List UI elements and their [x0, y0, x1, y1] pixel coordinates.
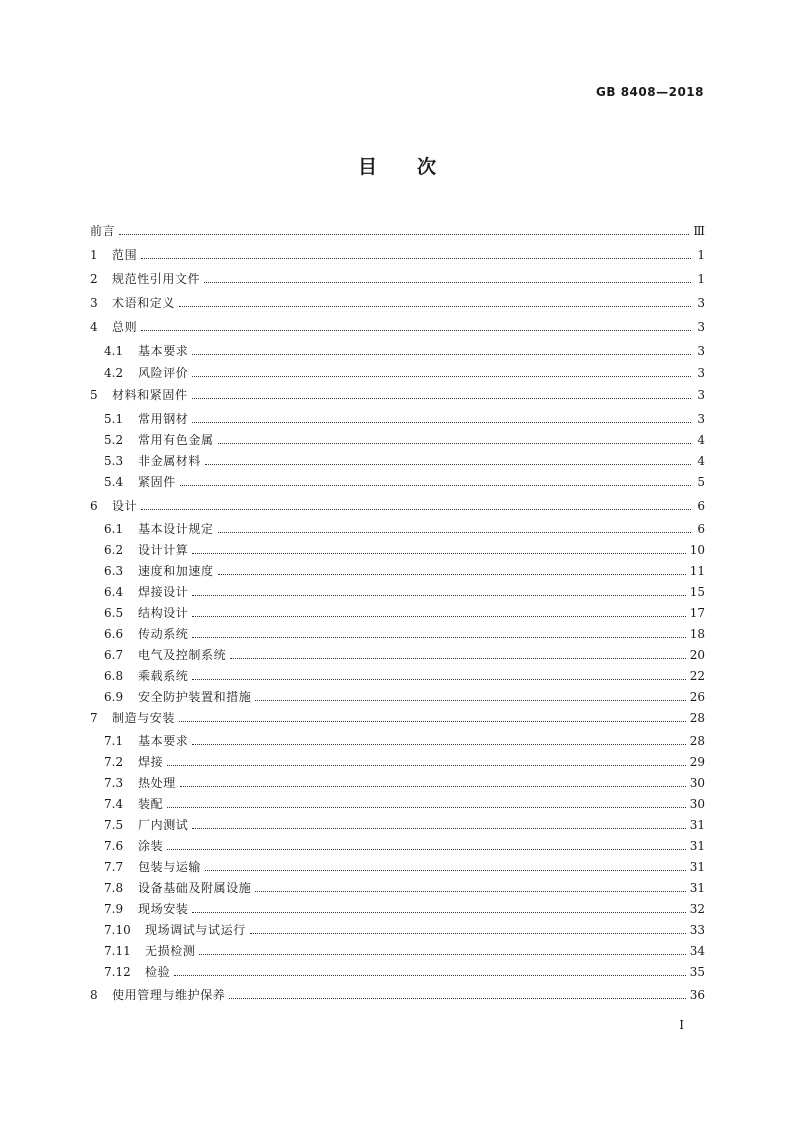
toc-entry-number: 5.1 [104, 412, 124, 426]
toc-entry[interactable] [90, 474, 705, 490]
toc-leader-dots [192, 422, 691, 423]
toc-entry[interactable] [90, 838, 705, 854]
toc-entry-title: 基本设计规定 [138, 522, 214, 536]
toc-entry-page: 26 [689, 690, 705, 704]
toc-leader-dots [167, 807, 686, 808]
toc-entry-page: 1 [697, 248, 705, 262]
toc-entry-page: 18 [689, 627, 705, 641]
toc-entry-number: 6.2 [104, 543, 124, 557]
toc-entry-number: 6.6 [104, 627, 124, 641]
toc-entry[interactable] [90, 387, 705, 403]
toc-entry-number: 1 [90, 248, 98, 262]
toc-entry-number: 6 [90, 499, 98, 513]
toc-entry-title: 基本要求 [138, 734, 189, 748]
toc-leader-dots [255, 700, 685, 701]
toc-entry-page: Ⅲ [693, 224, 705, 238]
toc-entry-title: 厂内测试 [138, 818, 189, 832]
toc-entry-number: 5 [90, 388, 98, 402]
toc-leader-dots [218, 532, 691, 533]
toc-leader-dots [180, 485, 691, 486]
toc-leader-dots [205, 464, 691, 465]
toc-entry[interactable] [90, 521, 705, 537]
toc-entry-page: 31 [689, 839, 705, 853]
toc-entry-page: 17 [689, 606, 705, 620]
toc-entry[interactable] [90, 880, 705, 896]
toc-entry-page: 15 [689, 585, 705, 599]
toc-entry-number: 6.8 [104, 669, 124, 683]
toc-entry-title: 焊接设计 [138, 585, 189, 599]
toc-entry-page: 4 [697, 433, 705, 447]
toc-entry-page: 6 [697, 499, 705, 513]
toc-entry[interactable] [90, 859, 705, 875]
toc-entry-page: 5 [697, 475, 705, 489]
toc-entry[interactable] [90, 453, 705, 469]
toc-entry-title: 无损检测 [145, 944, 196, 958]
toc-entry-number: 6.3 [104, 564, 124, 578]
toc-entry-title: 涂装 [138, 839, 164, 853]
toc-entry-number: 7.8 [104, 881, 124, 895]
toc-entry-page: 31 [689, 860, 705, 874]
toc-entry-number: 4 [90, 320, 98, 334]
page-title: 目次 [357, 156, 476, 178]
toc-entry-title: 电气及控制系统 [138, 648, 227, 662]
toc-entry[interactable] [90, 901, 705, 917]
toc-entry[interactable] [90, 584, 705, 600]
toc-entry[interactable] [90, 754, 705, 770]
toc-entry-title: 范围 [112, 248, 138, 262]
toc-leader-dots [192, 595, 685, 596]
toc-entry[interactable] [90, 796, 705, 812]
toc-entry-page: 30 [689, 776, 705, 790]
toc-entry-number: 8 [90, 988, 98, 1002]
toc-entry-title: 紧固件 [138, 475, 176, 489]
toc-entry[interactable] [90, 605, 705, 621]
toc-leader-dots [179, 721, 686, 722]
toc-entry-number: 3 [90, 296, 98, 310]
toc-entry-page: 33 [689, 923, 705, 937]
toc-entry-page: 28 [689, 734, 705, 748]
toc-entry-title: 设计计算 [138, 543, 189, 557]
toc-leader-dots [192, 679, 685, 680]
toc-entry[interactable] [90, 964, 705, 980]
toc-entry-title: 乘载系统 [138, 669, 189, 683]
toc-entry-page: 32 [689, 902, 705, 916]
page-number: I [679, 1018, 684, 1032]
toc-leader-dots [180, 786, 686, 787]
toc-entry[interactable] [90, 498, 705, 514]
toc-entry-title: 常用钢材 [138, 412, 189, 426]
toc-entry-title: 规范性引用文件 [112, 272, 201, 286]
toc-entry[interactable] [90, 223, 705, 239]
toc-entry-title: 装配 [138, 797, 164, 811]
toc-entry[interactable] [90, 943, 705, 959]
toc-entry-page: 3 [697, 366, 705, 380]
toc-entry-number: 6.9 [104, 690, 124, 704]
toc-entry-title: 包装与运输 [138, 860, 202, 874]
toc-entry-number: 7.7 [104, 860, 124, 874]
toc-entry-page: 20 [689, 648, 705, 662]
toc-entry-page: 36 [689, 988, 705, 1002]
toc-entry[interactable] [90, 365, 705, 381]
toc-entry-title: 焊接 [138, 755, 164, 769]
toc-entry-title: 材料和紧固件 [112, 388, 188, 402]
toc-entry-title: 制造与安装 [112, 711, 176, 725]
toc-entry-page: 1 [697, 272, 705, 286]
toc-entry-title: 使用管理与维护保养 [112, 988, 226, 1002]
toc-entry-title: 速度和加速度 [138, 564, 214, 578]
toc-leader-dots [119, 234, 689, 235]
toc-entry-number: 7.3 [104, 776, 124, 790]
toc-entry-title: 总则 [112, 320, 138, 334]
toc-entry[interactable] [90, 271, 705, 287]
toc-leader-dots [141, 509, 691, 510]
toc-entry-title: 现场调试与试运行 [145, 923, 246, 937]
toc-entry-title: 基本要求 [138, 344, 189, 358]
toc-entry[interactable] [90, 710, 705, 726]
toc-entry-number: 5.3 [104, 454, 124, 468]
toc-entry-title: 设备基础及附属设施 [138, 881, 252, 895]
toc-entry-title: 非金属材料 [138, 454, 202, 468]
toc-leader-dots [192, 553, 685, 554]
toc-entry-title: 现场安装 [138, 902, 189, 916]
toc-entry-number: 5.4 [104, 475, 124, 489]
toc-leader-dots [141, 258, 691, 259]
toc-entry-number: 7.12 [104, 965, 131, 979]
toc-entry[interactable] [90, 247, 705, 263]
toc-entry-page: 34 [689, 944, 705, 958]
toc-entry-page: 3 [697, 388, 705, 402]
toc-entry-page: 22 [689, 669, 705, 683]
toc-entry-title: 设计 [112, 499, 138, 513]
toc-entry-title: 结构设计 [138, 606, 189, 620]
toc-entry-page: 6 [697, 522, 705, 536]
toc-entry[interactable] [90, 319, 705, 335]
toc-entry[interactable] [90, 733, 705, 749]
toc-leader-dots [179, 306, 691, 307]
toc-leader-dots [218, 574, 686, 575]
toc-leader-dots [204, 282, 691, 283]
toc-entry-page: 29 [689, 755, 705, 769]
toc-leader-dots [192, 828, 685, 829]
toc-leader-dots [174, 975, 686, 976]
toc-entry-number: 7.5 [104, 818, 124, 832]
toc-leader-dots [141, 330, 691, 331]
toc-entry-page: 35 [689, 965, 705, 979]
toc-entry-number: 4.2 [104, 366, 124, 380]
toc-entry-number: 6.1 [104, 522, 124, 536]
toc-leader-dots [229, 998, 685, 999]
toc-entry-page: 4 [697, 454, 705, 468]
toc-entry-page: 3 [697, 412, 705, 426]
toc-entry-title: 术语和定义 [112, 296, 176, 310]
toc-entry-number: 5.2 [104, 433, 124, 447]
toc-leader-dots [167, 849, 686, 850]
toc-entry-number: 6.7 [104, 648, 124, 662]
toc-leader-dots [192, 744, 685, 745]
toc-entry[interactable] [90, 647, 705, 663]
toc-leader-dots [192, 398, 691, 399]
toc-entry-number: 7 [90, 711, 98, 725]
toc-entry-page: 3 [697, 296, 705, 310]
toc-leader-dots [192, 616, 685, 617]
toc-entry[interactable] [90, 817, 705, 833]
toc-leader-dots [230, 658, 686, 659]
toc-entry-title: 安全防护装置和措施 [138, 690, 252, 704]
toc-entry-number: 7.6 [104, 839, 124, 853]
toc-entry[interactable] [90, 432, 705, 448]
toc-entry-page: 31 [689, 881, 705, 895]
toc-leader-dots [255, 891, 685, 892]
toc-entry-title: 检验 [145, 965, 171, 979]
toc-leader-dots [250, 933, 686, 934]
toc-leader-dots [192, 912, 685, 913]
toc-entry-title: 风险评价 [138, 366, 189, 380]
toc-entry[interactable] [90, 689, 705, 705]
toc-entry-page: 28 [689, 711, 705, 725]
toc-entry[interactable] [90, 987, 705, 1003]
toc-entry-number: 7.10 [104, 923, 131, 937]
standard-code: GB 8408—2018 [596, 85, 704, 99]
toc-leader-dots [199, 954, 685, 955]
toc-entry[interactable] [90, 411, 705, 427]
toc-entry-number: 2 [90, 272, 98, 286]
toc-leader-dots [192, 376, 691, 377]
toc-entry[interactable] [90, 563, 705, 579]
toc-entry-page: 3 [697, 320, 705, 334]
toc-leader-dots [205, 870, 686, 871]
toc-entry-number: 7.9 [104, 902, 124, 916]
toc-entry-number: 7.4 [104, 797, 124, 811]
toc-entry-title: 热处理 [138, 776, 176, 790]
toc-leader-dots [167, 765, 686, 766]
toc-entry[interactable] [90, 668, 705, 684]
toc-entry-title: 常用有色金属 [138, 433, 214, 447]
toc-entry-number: 7.1 [104, 734, 124, 748]
toc-entry-title: 前言 [90, 224, 116, 238]
toc-entry-page: 10 [689, 543, 705, 557]
toc-entry-number: 6.5 [104, 606, 124, 620]
toc-entry[interactable] [90, 626, 705, 642]
toc-entry-title: 传动系统 [138, 627, 189, 641]
toc-entry-page: 3 [697, 344, 705, 358]
toc-entry-number: 7.11 [104, 944, 131, 958]
toc-entry-page: 30 [689, 797, 705, 811]
toc-entry-page: 11 [689, 564, 705, 578]
toc-entry-number: 4.1 [104, 344, 124, 358]
toc-entry[interactable] [90, 295, 705, 311]
toc-leader-dots [218, 443, 691, 444]
toc-leader-dots [192, 354, 691, 355]
toc-entry[interactable] [90, 775, 705, 791]
toc-entry-number: 6.4 [104, 585, 124, 599]
toc-entry[interactable] [90, 922, 705, 938]
toc-entry-page: 31 [689, 818, 705, 832]
toc-entry[interactable] [90, 542, 705, 558]
toc-entry[interactable] [90, 343, 705, 359]
toc-leader-dots [192, 637, 685, 638]
toc-entry-number: 7.2 [104, 755, 124, 769]
